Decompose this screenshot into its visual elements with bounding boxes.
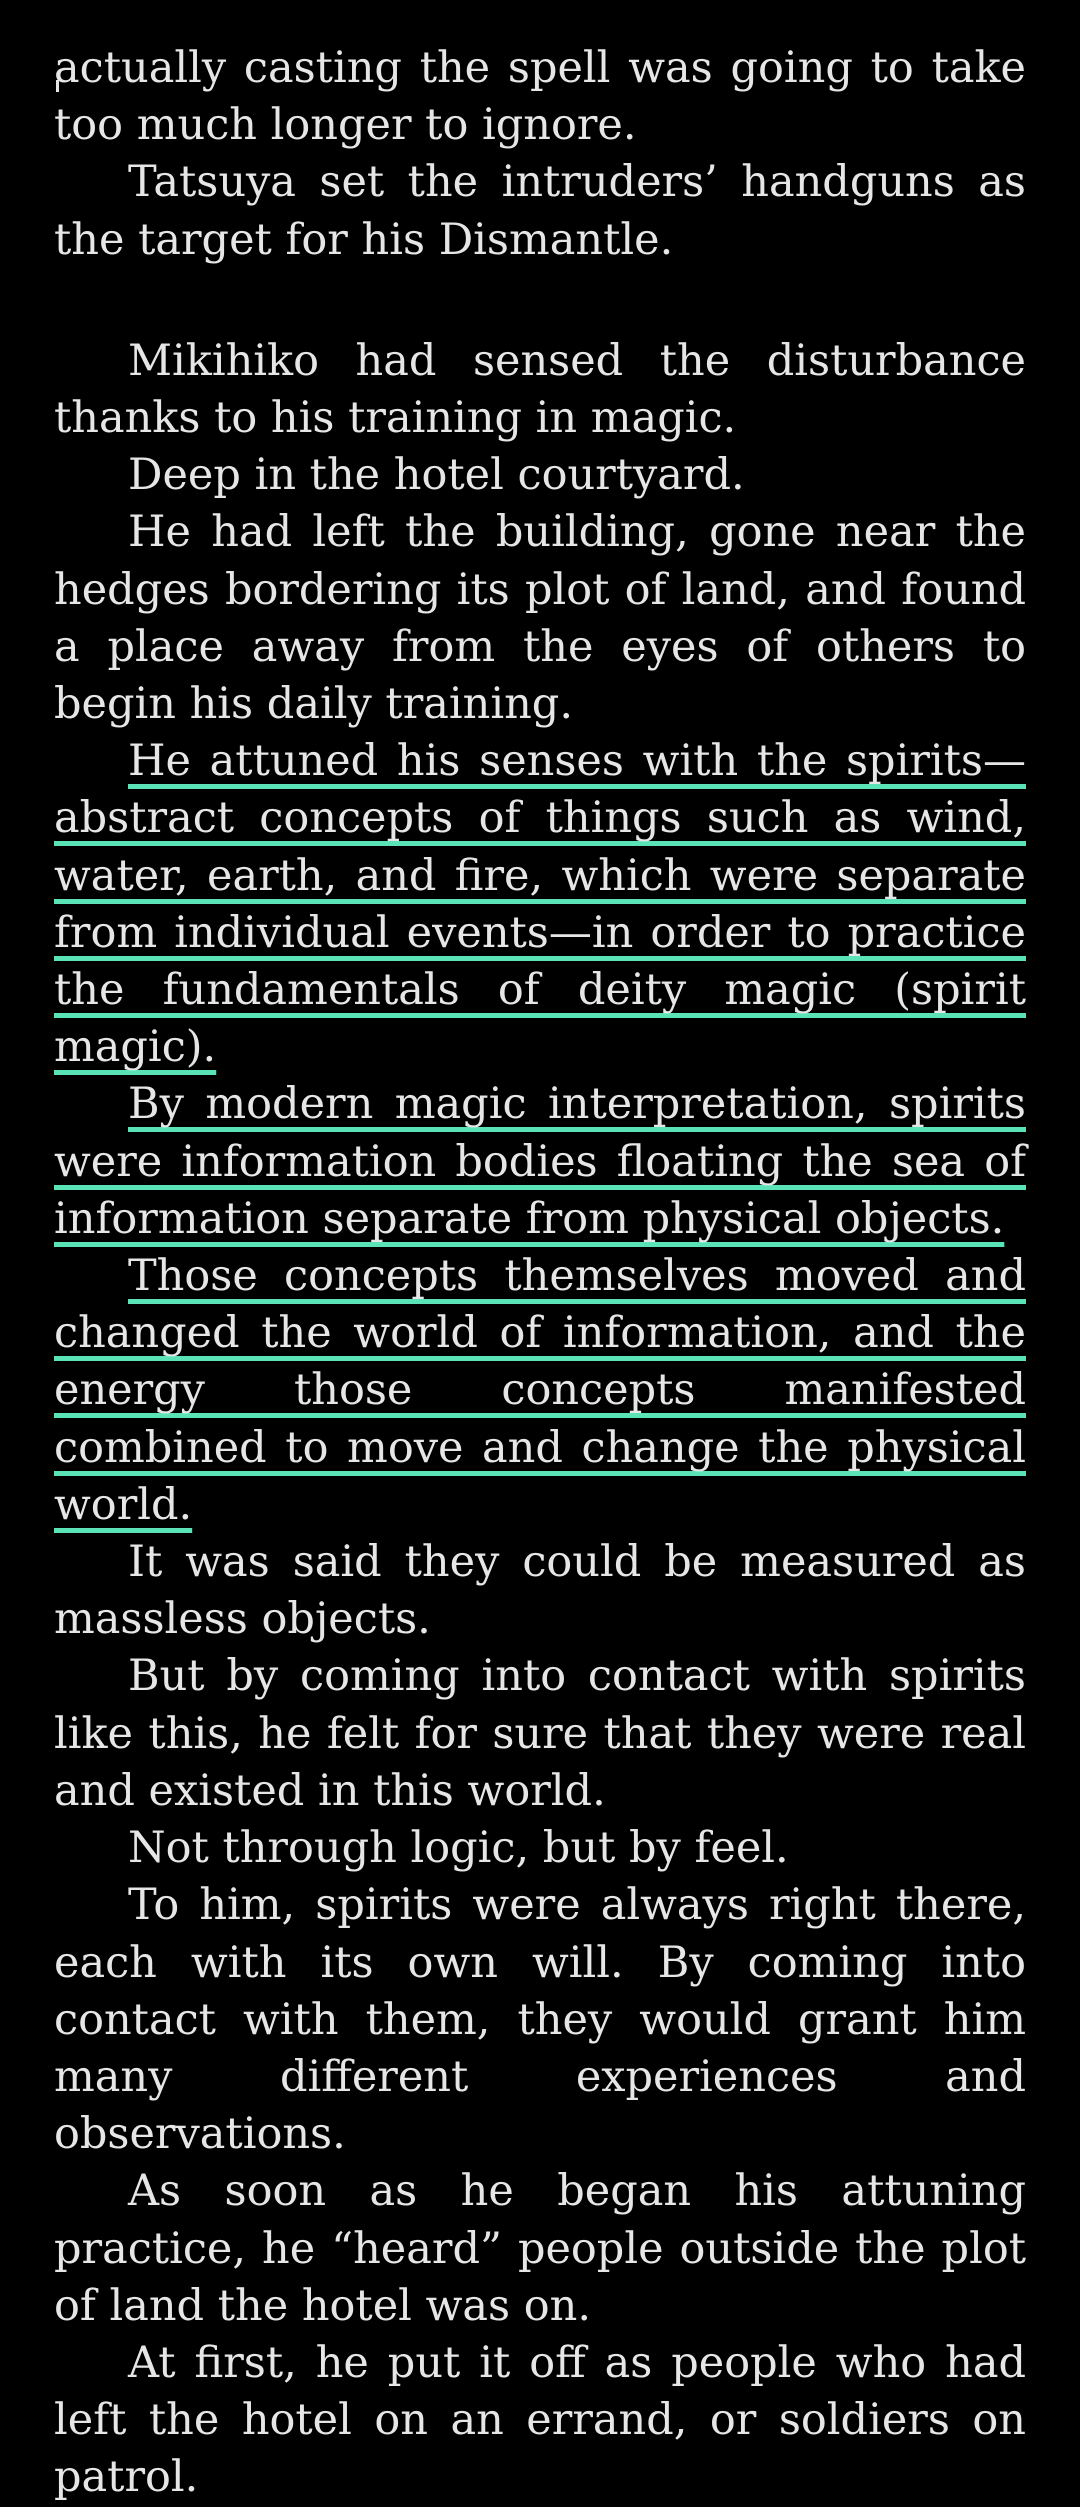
paragraph: Deep in the hotel courtyard.	[128, 450, 745, 501]
paragraph: To him, spirits were always right there, each with its own will. By coming into contact with them, they would grant him many different experiences and observations.	[54, 1880, 1026, 2160]
paragraph: As soon as he began his attuning practice, he “heard” people outside the plot of land the hotel was on.	[54, 2166, 1026, 2331]
paragraph: Mikihiko had sensed the disturbance thanks to his training in magic.	[54, 335, 1026, 444]
paragraph: actually casting the spell was going to take too much longer to ignore.	[54, 43, 1026, 151]
highlighted-paragraph[interactable]	[54, 1076, 1026, 1248]
paragraph: Tatsuya set the intruders’ handguns as the target for his Dismantle.	[54, 157, 1026, 265]
reading-page[interactable]	[54, 40, 1026, 2507]
highlight[interactable]: Those concepts themselves moved and changed the world of information, and the energy those concepts manifested combined to move and change the physical world.	[54, 1251, 1026, 1530]
highlighted-paragraph[interactable]	[54, 1248, 1026, 1534]
highlight[interactable]: He attuned his senses with the spirits—abstract concepts of things such as wind, water, earth, and fire, which were separate from individual events—in order to practice the fundamentals of deity magic (spirit magic).	[54, 736, 1026, 1073]
paragraph: He had left the building, gone near the hedges bordering its plot of land, and found a place away from the eyes of others to begin his daily training.	[54, 507, 1026, 730]
paragraph: It was said they could be measured as massless objects.	[54, 1537, 1026, 1645]
paragraph: At first, he put it off as people who had left the hotel on an errand, or soldiers on patrol.	[54, 2337, 1026, 2503]
highlight[interactable]: By modern magic interpretation, spirits were information bodies floating the sea of information separate from physical objects.	[54, 1079, 1026, 1244]
paragraph: But by coming into contact with spirits like this, he felt for sure that they were real and existed in this world.	[54, 1651, 1026, 1816]
paragraph: Not through logic, but by feel.	[128, 1823, 789, 1874]
highlighted-paragraph[interactable]	[54, 733, 1026, 1076]
